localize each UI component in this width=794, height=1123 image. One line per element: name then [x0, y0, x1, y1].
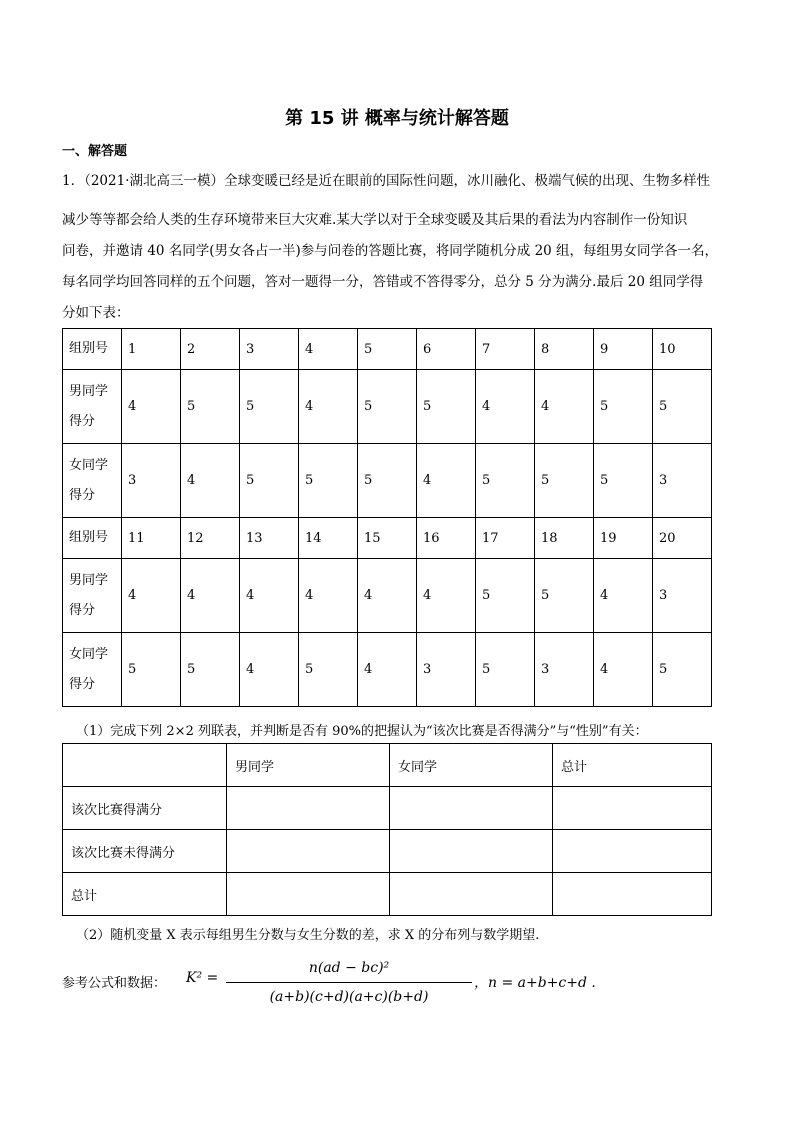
table-header-total: 总计 [553, 744, 712, 787]
table-cell: 5 [240, 370, 299, 444]
table-row-female-1 [63, 444, 712, 518]
table-cell: 6 [417, 329, 476, 370]
table-cell: 5 [181, 370, 240, 444]
table-row-group-1 [63, 329, 712, 370]
table-cell: 15 [358, 518, 417, 559]
row-label: 该次比赛未得满分 [63, 830, 227, 873]
table-cell: 12 [181, 518, 240, 559]
blank-cell [553, 787, 712, 830]
table-cell: 4 [299, 370, 358, 444]
group-label-cell: 组别号 [63, 329, 122, 370]
table-cell: 11 [122, 518, 181, 559]
table-cell: 1 [122, 329, 181, 370]
table-cell: 5 [653, 370, 712, 444]
table-row-header [63, 744, 712, 787]
female-label-cell [63, 444, 122, 518]
table-row-group-2 [63, 518, 712, 559]
formula-denominator: (a+b)(c+d)(a+c)(b+d) [269, 989, 429, 1005]
table-cell: 16 [417, 518, 476, 559]
table-cell: 4 [417, 444, 476, 518]
table-cell: 5 [535, 559, 594, 633]
table-cell: 3 [417, 633, 476, 707]
table-cell: 5 [299, 444, 358, 518]
table-cell: 2 [181, 329, 240, 370]
table-cell: 4 [181, 444, 240, 518]
row-label: 总计 [63, 873, 227, 916]
table-cell: 20 [653, 518, 712, 559]
table-cell: 3 [653, 444, 712, 518]
problem-line: 1．（2021·湖北高三一模）全球变暖已经是近在眼前的国际性问题，冰川融化、极端气候的出现、生物多样性 [62, 173, 710, 189]
blank-cell [390, 873, 553, 916]
table-header-female: 女同学 [390, 744, 553, 787]
blank-cell [390, 787, 553, 830]
female-label-line2: 得分 [69, 487, 96, 503]
formula-numerator: n(ad − bc)² [308, 960, 390, 976]
question-2: （2）随机变量 X 表示每组男生分数与女生分数的差，求 X 的分布列与数学期望. [76, 928, 540, 943]
problem-line: 减少等等都会给人类的生存环境带来巨大灾难.某大学以对于全球变暖及其后果的看法为内容制作一份知识 [62, 212, 688, 228]
formula-k2: K² = [186, 970, 219, 986]
group-label-cell: 组别号 [63, 518, 122, 559]
problem-text [62, 166, 722, 329]
female-label-line2: 得分 [69, 676, 96, 692]
table-cell: 4 [594, 559, 653, 633]
table-cell: 4 [122, 559, 181, 633]
fraction-bar [226, 982, 472, 983]
male-label-line2: 得分 [69, 413, 96, 429]
blank-cell [227, 873, 390, 916]
table-cell: 5 [122, 633, 181, 707]
table-cell: 18 [535, 518, 594, 559]
table-row-female-2 [63, 633, 712, 707]
table-cell: 4 [358, 633, 417, 707]
male-label-cell [63, 370, 122, 444]
blank-cell [553, 830, 712, 873]
reference-label: 参考公式和数据： [62, 976, 167, 991]
table-cell: 5 [299, 633, 358, 707]
table-cell: 3 [535, 633, 594, 707]
table-cell: 4 [535, 370, 594, 444]
table-header-male: 男同学 [227, 744, 390, 787]
table-cell: 4 [358, 559, 417, 633]
table-row-male-1 [63, 370, 712, 444]
table-cell: 5 [535, 444, 594, 518]
blank-cell [390, 830, 553, 873]
blank-cell [227, 830, 390, 873]
table-cell: 5 [594, 370, 653, 444]
table-cell: 4 [594, 633, 653, 707]
table-cell: 5 [358, 329, 417, 370]
table-cell: 4 [122, 370, 181, 444]
formula-tail: ，n = a+b+c+d . [474, 975, 596, 991]
table-cell: 5 [181, 633, 240, 707]
table-cell: 9 [594, 329, 653, 370]
female-label-cell [63, 633, 122, 707]
table-cell: 4 [240, 559, 299, 633]
page-title: 第 15 讲 概率与统计解答题 [285, 108, 509, 129]
contingency-table [62, 743, 712, 916]
male-label-cell [63, 559, 122, 633]
table-row [63, 873, 712, 916]
table-cell: 4 [181, 559, 240, 633]
table-cell: 14 [299, 518, 358, 559]
table-cell: 4 [299, 329, 358, 370]
section-heading: 一、解答题 [62, 144, 128, 159]
table-cell: 5 [476, 559, 535, 633]
table-cell: 3 [122, 444, 181, 518]
table-cell: 5 [594, 444, 653, 518]
male-label-line2: 得分 [69, 602, 96, 618]
table-cell: 10 [653, 329, 712, 370]
problem-line: 问卷，并邀请 40 名同学(男女各占一半)参与问卷的答题比赛，将同学随机分成 20 组，每组男女同学各一名， [62, 243, 719, 259]
blank-cell [227, 787, 390, 830]
table-cell: 4 [476, 370, 535, 444]
table-cell: 17 [476, 518, 535, 559]
male-label-line1: 男同学 [69, 383, 109, 399]
male-label-line1: 男同学 [69, 572, 109, 588]
formula-fraction [224, 956, 474, 1009]
table-cell: 5 [476, 633, 535, 707]
table-cell [63, 744, 227, 787]
table-cell: 3 [240, 329, 299, 370]
question-1: （1）完成下列 2×2 列联表，并判断是否有 90%的把握认为“该次比赛是否得满分”与“性别”有关： [76, 724, 648, 739]
table-cell: 3 [653, 559, 712, 633]
table-cell: 5 [240, 444, 299, 518]
table-cell: 13 [240, 518, 299, 559]
table-cell: 4 [240, 633, 299, 707]
table-row [63, 787, 712, 830]
table-cell: 4 [417, 559, 476, 633]
blank-cell [553, 873, 712, 916]
female-label-line1: 女同学 [69, 646, 109, 662]
table-cell: 5 [358, 370, 417, 444]
table-row-male-2 [63, 559, 712, 633]
table-cell: 19 [594, 518, 653, 559]
table-cell: 5 [653, 633, 712, 707]
table-row [63, 830, 712, 873]
table-cell: 5 [358, 444, 417, 518]
table-cell: 8 [535, 329, 594, 370]
table-cell: 7 [476, 329, 535, 370]
table-cell: 5 [476, 444, 535, 518]
problem-line: 每名同学均回答同样的五个问题，答对一题得一分，答错或不答得零分，总分 5 分为满分.最后 20 组同学得 [62, 274, 704, 290]
score-table [62, 328, 712, 707]
table-cell: 4 [299, 559, 358, 633]
problem-line: 分如下表： [62, 305, 130, 321]
row-label: 该次比赛得满分 [63, 787, 227, 830]
female-label-line1: 女同学 [69, 457, 109, 473]
table-cell: 5 [417, 370, 476, 444]
